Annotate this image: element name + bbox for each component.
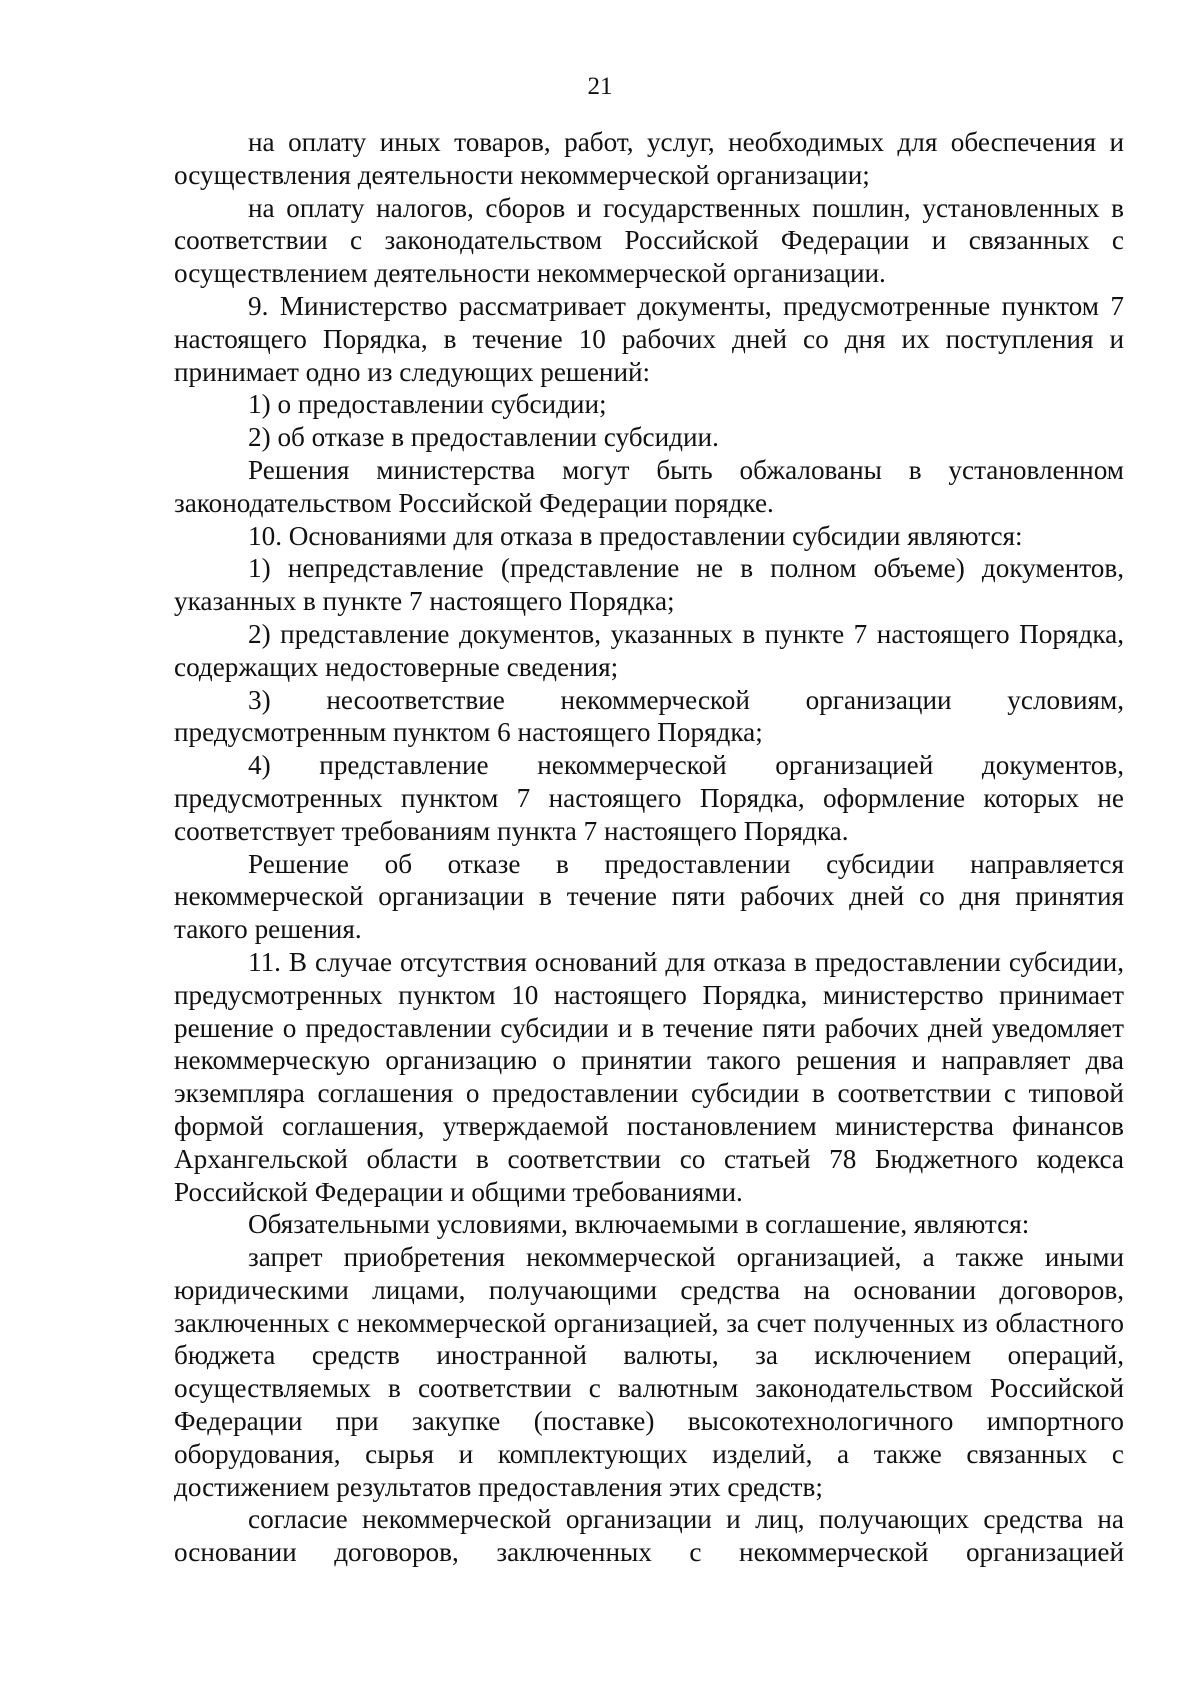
paragraph: Обязательными условиями, включаемыми в соглашение, являются: [248,1209,1030,1240]
paragraph: 11. В случае отсутствия оснований для отказа в предоставлении субсидии, предусмотренных пунктом 10 настоящего Порядка, министерство принимает решение о предоставлении субсидии и в течение пяти рабочих дней уведомляет некоммерческую организацию о принятии такого решения и направляет два экземпляра соглашения о предоставлении субсидии в соответствии с типовой формой соглашения, утверждаемой постановлением министерства финансов Архангельской области в соответствии со статьей 78 Бюджетного кодекса Российской Федерации и общими требованиями. [174,946,1124,1207]
paragraph: запрет приобретения некоммерческой организацией, а также иными юридическими лицами, получающими средства на основании договоров, заключенных с некоммерческой организацией, за счет полученных из областного бюджета средств иностранной валюты, за исключением операций, осуществляемых в соответствии с валютным законодательством Российской Федерации при закупке (поставке) высокотехнологичного импортного оборудования, сырья и комплектующих изделий, а также связанных с достижением результатов предоставления этих средств; [174,1242,1124,1502]
list-item: 1) о предоставлении субсидии; [248,389,607,420]
paragraph: 9. Министерство рассматривает документы, предусмотренные пунктом 7 настоящего Порядка, в течение 10 рабочих дней со дня их поступления и принимает одно из следующих решений: [174,290,1124,387]
paragraph: на оплату налогов, сборов и государственных пошлин, установленных в соответствии с законодательством Российской Федерации и связанных с осуществлением деятельности некоммерческой организации. [174,192,1124,289]
list-item: 4) представление некоммерческой организацией документов, предусмотренных пунктом 7 настоящего Порядка, оформление которых не соответствует требованиям пункта 7 настоящего Порядка. [174,750,1124,846]
list-item: 1) непредставление (представление не в полном объеме) документов, указанных в пункте 7 настоящего Порядка; [174,553,1124,617]
list-item: 2) об отказе в предоставлении субсидии. [248,422,719,453]
page-number: 21 [587,73,613,100]
paragraph: Решения министерства могут быть обжалованы в установленном законодательством Российской Федерации порядке. [174,454,1124,518]
paragraph: на оплату иных товаров, работ, услуг, необходимых для обеспечения и осуществления деятельности некоммерческой организации; [174,127,1124,190]
paragraph: Решение об отказе в предоставлении субсидии направляется некоммерческой организации в течение пяти рабочих дней со дня принятия такого решения. [174,848,1124,945]
list-item: 2) представление документов, указанных в пункте 7 настоящего Порядка, содержащих недостоверные сведения; [174,618,1124,682]
list-item: 3) несоответствие некоммерческой организации условиям, предусмотренным пунктом 6 настоящего Порядка; [174,684,1124,748]
paragraph: 10. Основаниями для отказа в предоставлении субсидии являются: [248,520,1023,551]
document-body [174,126,1124,1569]
paragraph: согласие некоммерческой организации и лиц, получающих средства на основании договоров, заключенных с некоммерческой организацией [174,1504,1124,1568]
